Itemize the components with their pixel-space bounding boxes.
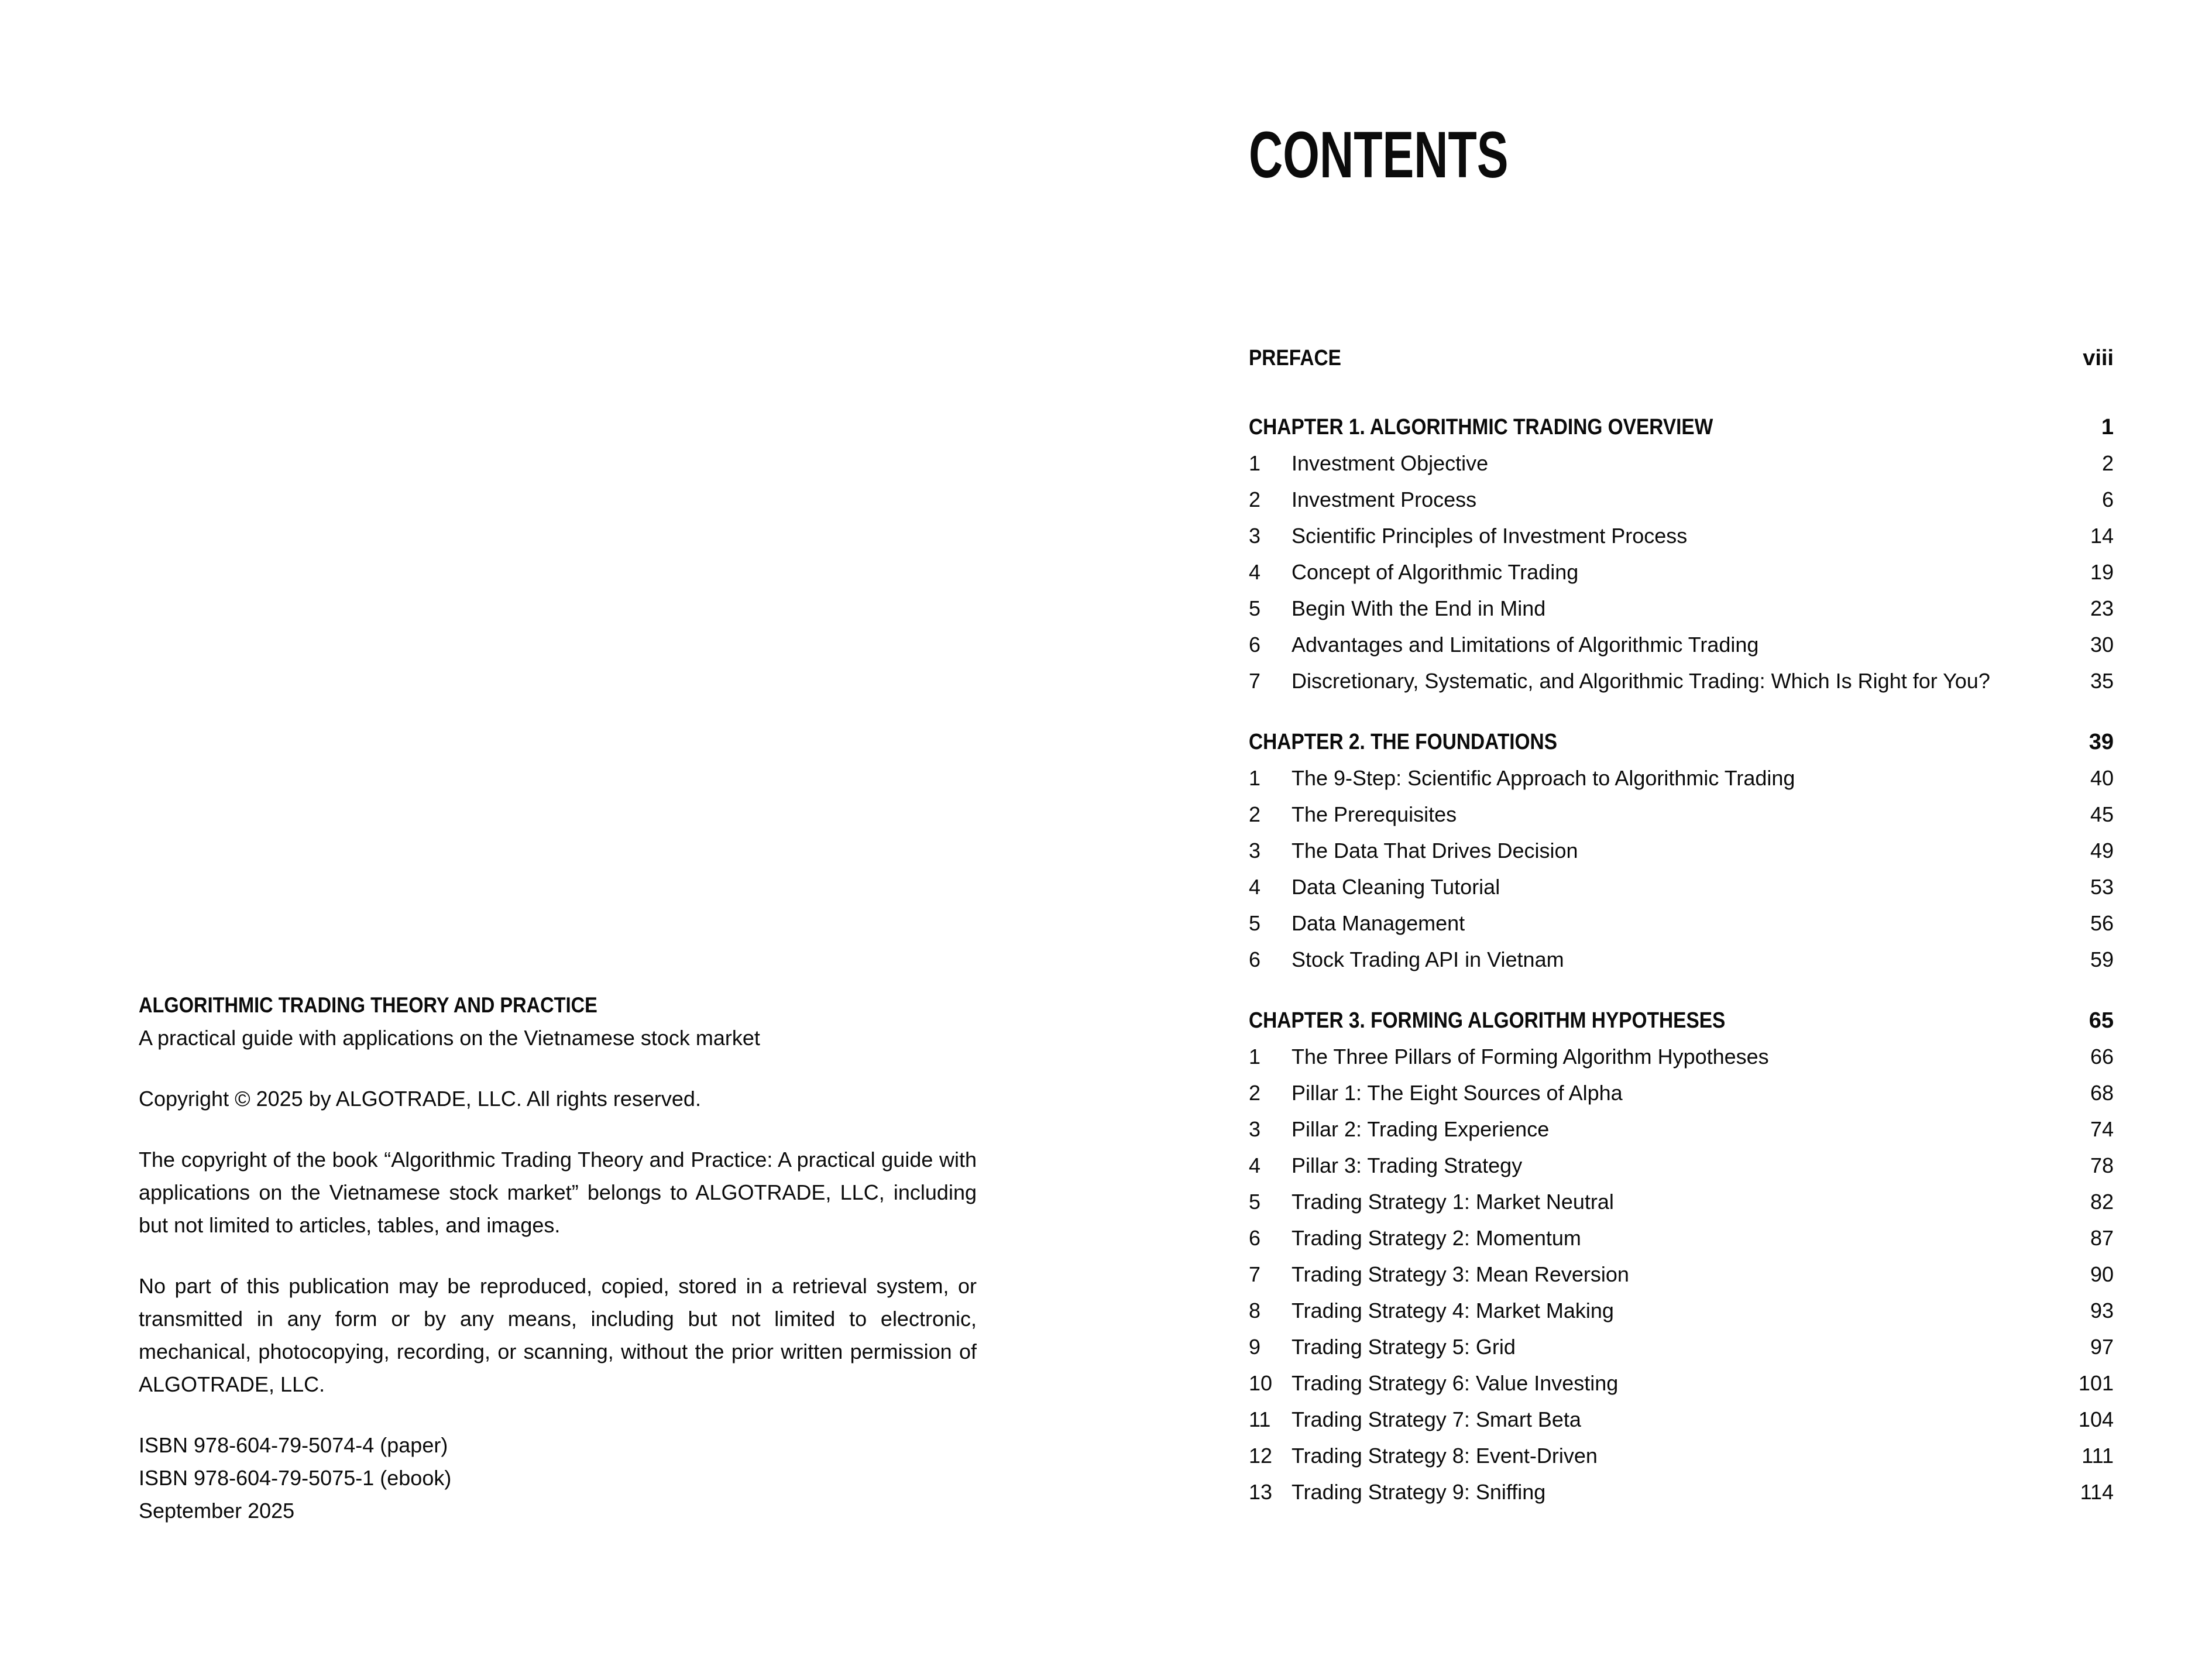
section-page-number: 97: [2090, 1335, 2114, 1359]
section-number: 6: [1249, 1226, 1261, 1250]
toc-section-row: [1249, 875, 2114, 911]
section-title: The Prerequisites: [1292, 802, 1457, 826]
section-page-number: 40: [2090, 766, 2114, 790]
section-page-number: 68: [2090, 1081, 2114, 1105]
toc-section-row: [1249, 560, 2114, 596]
section-number: 13: [1249, 1480, 1273, 1504]
chapter-title: [1249, 730, 1599, 755]
section-title: Investment Process: [1292, 487, 1477, 511]
toc-section-row: [1249, 596, 2114, 633]
section-number: 5: [1249, 596, 1261, 620]
table-of-contents: [1249, 346, 2114, 1516]
section-page-number: 82: [2090, 1190, 2114, 1214]
section-number: 8: [1249, 1299, 1261, 1323]
book-title: [139, 989, 977, 1022]
section-number: 1: [1249, 766, 1261, 790]
toc-section-row: [1249, 766, 2114, 802]
preface-label-text: PREFACE: [1249, 346, 1341, 370]
section-title: Trading Strategy 5: Grid: [1292, 1335, 1516, 1359]
section-number: 1: [1249, 451, 1261, 475]
copyright-page: [139, 989, 977, 1527]
chapter-page-number: 65: [2089, 1008, 2114, 1033]
copyright-paragraph-1: The copyright of the book “Algorithmic Trading Theory and Practice: A practical guide with applications on the Vietnamese stock market” belongs to ALGOTRADE, LLC, including but not limited to articles, tables, and images.: [139, 1148, 977, 1237]
chapter-heading-row: [1249, 730, 2114, 766]
section-title: Data Cleaning Tutorial: [1292, 875, 1500, 899]
section-page-number: 93: [2090, 1299, 2114, 1323]
preface-page-number: viii: [2083, 346, 2114, 370]
contents-title: CONTENTS: [1249, 118, 1509, 191]
toc-section-row: [1249, 1153, 2114, 1190]
toc-section-row: [1249, 839, 2114, 875]
section-title: Trading Strategy 3: Mean Reversion: [1292, 1262, 1629, 1286]
chapter-page-number: 1: [2101, 415, 2114, 439]
section-number: 2: [1249, 487, 1261, 511]
section-number: 5: [1249, 1190, 1261, 1214]
section-page-number: 78: [2090, 1153, 2114, 1177]
section-page-number: 104: [2078, 1407, 2114, 1431]
section-title: Discretionary, Systematic, and Algorithmic Trading: Which Is Right for You?: [1292, 669, 1990, 693]
isbn-block: [139, 1429, 977, 1527]
toc-section-row: [1249, 1117, 2114, 1153]
section-page-number: 35: [2090, 669, 2114, 693]
section-title: Advantages and Limitations of Algorithmic Trading: [1292, 633, 1759, 657]
toc-section-row: [1249, 1407, 2114, 1444]
section-number: 4: [1249, 875, 1261, 899]
toc-section-row: [1249, 1299, 2114, 1335]
chapter-title: [1249, 415, 1776, 440]
section-number: 6: [1249, 633, 1261, 657]
section-page-number: 30: [2090, 633, 2114, 657]
section-page-number: 74: [2090, 1117, 2114, 1141]
section-number: 10: [1249, 1371, 1273, 1395]
toc-section-row: [1249, 802, 2114, 839]
section-title: The Three Pillars of Forming Algorithm Hypotheses: [1292, 1045, 1769, 1069]
section-number: 4: [1249, 1153, 1261, 1177]
section-page-number: 56: [2090, 911, 2114, 935]
section-title: Trading Strategy 6: Value Investing: [1292, 1371, 1619, 1395]
section-number: 11: [1249, 1407, 1271, 1431]
section-number: 3: [1249, 1117, 1261, 1141]
section-page-number: 114: [2080, 1480, 2114, 1504]
section-number: 12: [1249, 1444, 1273, 1468]
section-title: The Data That Drives Decision: [1292, 839, 1578, 863]
section-number: 9: [1249, 1335, 1261, 1359]
section-title: Stock Trading API in Vietnam: [1292, 947, 1564, 971]
toc-section-row: [1249, 911, 2114, 947]
section-title: Data Management: [1292, 911, 1465, 935]
toc-section-row: [1249, 1190, 2114, 1226]
chapter-heading-row: [1249, 1008, 2114, 1045]
section-page-number: 87: [2090, 1226, 2114, 1250]
toc-section-row: [1249, 524, 2114, 560]
section-number: 2: [1249, 1081, 1261, 1105]
section-title: Concept of Algorithmic Trading: [1292, 560, 1579, 584]
toc-section-row: [1249, 1444, 2114, 1480]
section-number: 3: [1249, 524, 1261, 548]
section-title: Investment Objective: [1292, 451, 1489, 475]
section-title: Trading Strategy 2: Momentum: [1292, 1226, 1581, 1250]
section-page-number: 14: [2090, 524, 2114, 548]
section-number: 2: [1249, 802, 1261, 826]
book-subtitle: A practical guide with applications on the Vietnamese stock market: [139, 1026, 760, 1050]
section-title: Trading Strategy 1: Market Neutral: [1292, 1190, 1614, 1214]
contents-page: [1249, 117, 2114, 1516]
chapter-title: [1249, 1008, 1790, 1033]
preface-row: [1249, 346, 2114, 382]
section-number: 7: [1249, 669, 1261, 693]
chapter-page-number: 39: [2089, 730, 2114, 754]
section-title: Trading Strategy 4: Market Making: [1292, 1299, 1614, 1323]
section-page-number: 23: [2090, 596, 2114, 620]
chapter-title-text: CHAPTER 2. THE FOUNDATIONS: [1249, 730, 1558, 754]
toc-section-row: [1249, 669, 2114, 705]
copyright-line: Copyright © 2025 by ALGOTRADE, LLC. All rights reserved.: [139, 1087, 701, 1111]
section-number: 7: [1249, 1262, 1261, 1286]
section-title: Trading Strategy 7: Smart Beta: [1292, 1407, 1581, 1431]
preface-label: [1249, 346, 1354, 371]
section-page-number: 111: [2082, 1444, 2114, 1468]
book-title-text: ALGORITHMIC TRADING THEORY AND PRACTICE: [139, 993, 597, 1017]
isbn-paper: ISBN 978-604-79-5074-4 (paper): [139, 1433, 448, 1457]
isbn-ebook: ISBN 978-604-79-5075-1 (ebook): [139, 1466, 452, 1490]
copyright-paragraph-2: No part of this publication may be reproduced, copied, stored in a retrieval system, or transmitted in any form or by any means, including but not limited to electronic, mechanical, photocopying, recording, or scanning, without the prior written permission of ALGOTRADE, LLC.: [139, 1274, 977, 1396]
section-page-number: 45: [2090, 802, 2114, 826]
section-page-number: 101: [2078, 1371, 2114, 1395]
chapter-title-text: CHAPTER 1. ALGORITHMIC TRADING OVERVIEW: [1249, 415, 1713, 439]
section-page-number: 53: [2090, 875, 2114, 899]
section-title: Trading Strategy 9: Sniffing: [1292, 1480, 1546, 1504]
section-title: Begin With the End in Mind: [1292, 596, 1546, 620]
toc-chapters: [1249, 415, 2114, 1516]
section-page-number: 6: [2101, 487, 2114, 511]
toc-section-row: [1249, 1262, 2114, 1299]
section-title: The 9-Step: Scientific Approach to Algorithmic Trading: [1292, 766, 1795, 790]
section-page-number: 90: [2090, 1262, 2114, 1286]
toc-section-row: [1249, 1045, 2114, 1081]
section-title: Pillar 1: The Eight Sources of Alpha: [1292, 1081, 1623, 1105]
chapter-title-text: CHAPTER 3. FORMING ALGORITHM HYPOTHESES: [1249, 1008, 1726, 1033]
toc-section-row: [1249, 1226, 2114, 1262]
toc-section-row: [1249, 947, 2114, 984]
toc-section-row: [1249, 1081, 2114, 1117]
toc-section-row: [1249, 1371, 2114, 1407]
section-title: Trading Strategy 8: Event-Driven: [1292, 1444, 1598, 1468]
toc-section-row: [1249, 1480, 2114, 1516]
section-number: 4: [1249, 560, 1261, 584]
chapter-heading-row: [1249, 415, 2114, 451]
section-page-number: 19: [2090, 560, 2114, 584]
section-number: 1: [1249, 1045, 1261, 1069]
section-title: Pillar 3: Trading Strategy: [1292, 1153, 1523, 1177]
section-page-number: 2: [2101, 451, 2114, 475]
toc-section-row: [1249, 487, 2114, 524]
toc-section-row: [1249, 633, 2114, 669]
section-title: Scientific Principles of Investment Process: [1292, 524, 1688, 548]
publish-date: September 2025: [139, 1499, 295, 1523]
section-number: 5: [1249, 911, 1261, 935]
toc-section-row: [1249, 451, 2114, 487]
section-number: 3: [1249, 839, 1261, 863]
toc-section-row: [1249, 1335, 2114, 1371]
section-page-number: 66: [2090, 1045, 2114, 1069]
section-title: Pillar 2: Trading Experience: [1292, 1117, 1550, 1141]
section-page-number: 49: [2090, 839, 2114, 863]
section-page-number: 59: [2090, 947, 2114, 971]
section-number: 6: [1249, 947, 1261, 971]
